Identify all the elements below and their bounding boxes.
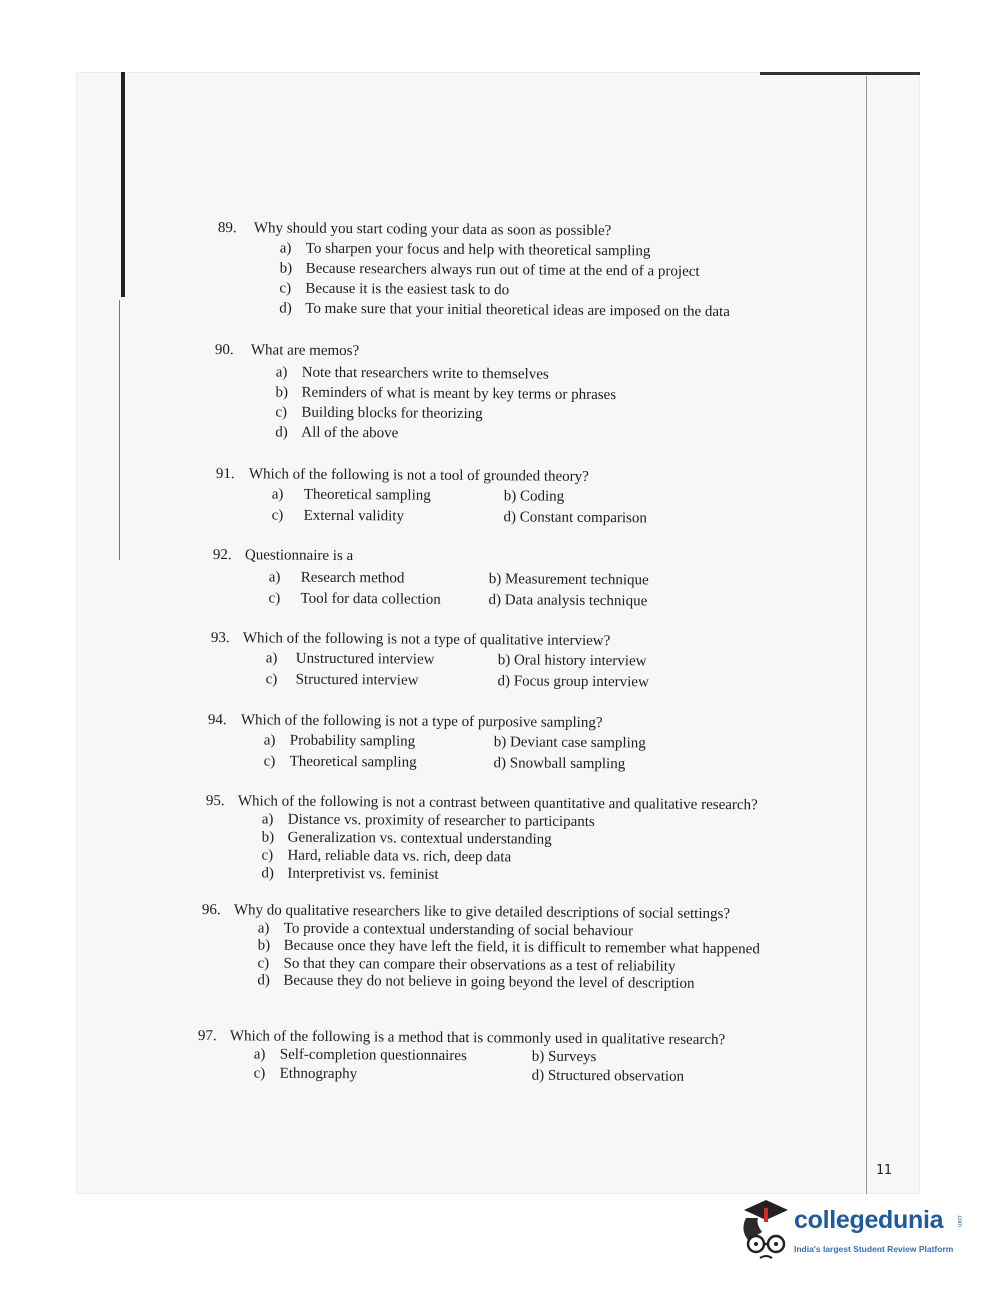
option-b: b) Because once they have left the field, it is difficult to remember what happened [257,937,760,958]
top-rule [760,72,920,75]
option-b: b) Deviant case sampling [493,734,646,752]
option-b: b) Coding [503,488,565,505]
page-number: 11 [876,1163,892,1178]
option-a: a) To sharpen your focus and help with theoretical sampling [279,240,651,260]
option-c: c) Structured interview [265,671,419,689]
question-92 [212,545,688,613]
question-stem: Which of the following is a method that is commonly used in qualitative research? [229,1028,726,1049]
option-c: c) Tool for data collection [268,590,441,608]
question-stem: Which of the following is not a type of purposive sampling? [240,712,603,732]
option-d: d) Constant comparison [503,509,647,527]
question-number: 92. [212,546,232,564]
question-number: 93. [210,629,230,647]
margin-rule [866,76,867,1194]
question-stem: Which of the following is not a tool of grounded theory? [248,466,589,485]
option-a: a) To provide a contextual understanding of social behaviour [257,919,634,939]
question-95 [205,792,758,886]
option-d: d) Because they do not believe in going beyond the level of description [257,972,695,992]
question-89 [217,218,730,322]
question-97 [198,1027,726,1087]
option-d: d) Snowball sampling [493,755,626,773]
question-stem: Which of the following is not a type of qualitative interview? [242,630,611,650]
option-row [272,505,692,529]
brand-name: collegedunia [794,1206,944,1234]
question-number: 89. [217,219,237,237]
option-d: d) Focus group interview [497,673,649,691]
option-b: b) Generalization vs. contextual understanding [261,829,552,848]
option-c: c) Hard, reliable data vs. rich, deep data [261,847,512,866]
option-row [254,1064,714,1087]
question-stem: Questionnaire is a [244,547,354,565]
option-d: d) To make sure that your initial theoretical ideas are imposed on the data [279,300,730,321]
question-96 [201,902,760,994]
option-a: a) Theoretical sampling [271,486,431,504]
question-number: 90. [214,341,234,359]
option-c: c) Ethnography [253,1065,358,1083]
option-c: c) So that they can compare their observations as a test of reliability [257,954,676,975]
question-number: 96. [201,902,221,919]
option-a: a) Self-completion questionnaires [253,1046,467,1065]
option-b: b) Reminders of what is meant by key terms or phrases [275,384,617,404]
option-c: c) Theoretical sampling [263,753,417,771]
option-a: a) Research method [268,569,405,587]
option-a: a) Probability sampling [263,732,416,750]
question-93 [211,628,686,694]
option-d: d) Data analysis technique [488,592,648,610]
option-c: c) Because it is the easiest task to do [279,280,510,299]
option-row [264,751,684,775]
option-b: b) Oral history interview [497,652,647,670]
question-stem: Why do qualitative researchers like to give detailed descriptions of social settings? [233,902,731,923]
option-a: a) Note that researchers write to themselves [275,364,549,383]
question-stem: Which of the following is not a contrast between quantitative and qualitative research? [237,793,758,814]
option-d: d) All of the above [275,424,399,442]
option-b: b) Measurement technique [488,571,649,589]
option-d: d) Interpretivist vs. feminist [261,865,439,883]
option-c: c) Building blocks for theorizing [275,404,483,423]
option-a: a) Distance vs. proximity of researcher to participants [261,811,595,831]
collegedunia-logo[interactable] [736,1196,961,1266]
option-row [266,669,686,693]
brand-suffix: .com [956,1214,962,1228]
question-91 [216,464,692,530]
option-b: b) Because researchers always run out of time at the end of a project [279,260,700,280]
question-number: 95. [205,792,225,810]
mascot-icon [736,1196,792,1260]
question-number: 97. [197,1028,217,1045]
brand-tagline: India's largest Student Review Platform [794,1244,954,1254]
question-stem: Why should you start coding your data as soon as possible? [253,220,612,240]
option-c: c) External validity [271,507,405,525]
question-90 [214,340,616,445]
question-94 [208,710,684,776]
binding-edge [121,72,125,297]
question-number: 94. [207,711,227,729]
option-a: a) Unstructured interview [265,650,435,668]
option-d: d) Structured observation [531,1067,685,1085]
question-number: 91. [215,465,235,483]
option-row [268,588,688,612]
binding-edge-thin [119,300,120,560]
option-b: b) Surveys [531,1048,597,1066]
question-stem: What are memos? [250,342,360,360]
